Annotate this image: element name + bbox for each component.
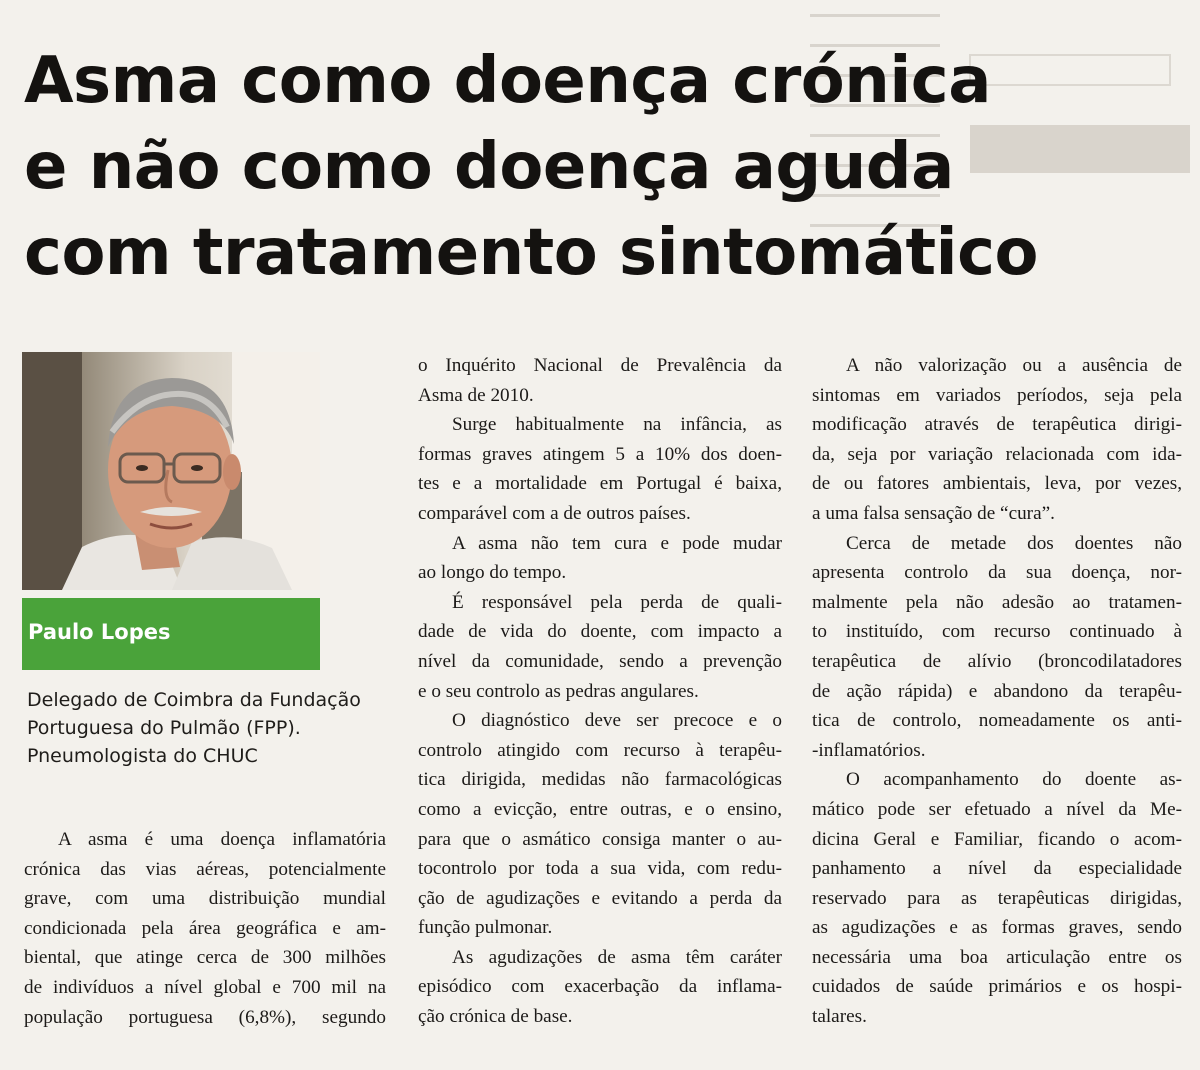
body-line: e o seu controlo as pedras angulares. bbox=[418, 680, 699, 702]
body-line: dade de vida do doente, com impacto a bbox=[418, 621, 782, 643]
body-line: O diagnóstico deve ser precoce e o bbox=[452, 710, 782, 732]
body-line: de ação rápida) e abandono da terapêu- bbox=[812, 680, 1182, 702]
body-line: tica de controlo, nomeadamente os anti- bbox=[812, 710, 1182, 732]
body-line: O acompanhamento do doente as- bbox=[846, 769, 1182, 791]
article-column-2 bbox=[418, 351, 782, 1032]
article-column-3 bbox=[812, 351, 1182, 1032]
body-line: condicionada pela área geográfica e am- bbox=[24, 917, 386, 939]
author-role bbox=[27, 686, 397, 770]
article-headline bbox=[24, 38, 1044, 296]
portrait-illustration bbox=[22, 352, 320, 590]
body-line: malmente pela não adesão ao tratamen- bbox=[812, 591, 1182, 613]
author-name: Paulo Lopes bbox=[28, 620, 171, 644]
body-line: reservado para as terapêuticas dirigidas, bbox=[812, 887, 1182, 909]
author-role-line: Delegado de Coimbra da Fundação bbox=[27, 689, 361, 711]
headline-line: Asma como doença crónica bbox=[24, 44, 991, 118]
body-line: tocontrolo por toda a sua vida, com redu- bbox=[418, 858, 782, 880]
body-line: comparável com a de outros países. bbox=[418, 502, 691, 524]
body-line: A não valorização ou a ausência de bbox=[846, 355, 1182, 376]
body-line: apresenta controlo da sua doença, nor- bbox=[812, 562, 1182, 584]
body-line: episódico com exacerbação da inflama- bbox=[418, 976, 782, 998]
body-line: A asma é uma doença inflamatória bbox=[58, 829, 386, 850]
body-line: modificação através de terapêutica dirigi- bbox=[812, 414, 1182, 436]
body-line: o Inquérito Nacional de Prevalência da bbox=[418, 355, 782, 376]
body-line: para que o asmático consiga manter o au- bbox=[418, 828, 782, 850]
headline-line: com tratamento sintomático bbox=[24, 216, 1038, 290]
body-line: ção de agudizações e evitando a perda da bbox=[418, 887, 782, 909]
author-photo bbox=[22, 352, 320, 590]
body-line: Cerca de metade dos doentes não bbox=[846, 532, 1182, 554]
body-line: tes e a mortalidade em Portugal é baixa, bbox=[418, 473, 782, 495]
body-line: controlo atingido com recurso à terapêu- bbox=[418, 739, 782, 761]
article-column-1 bbox=[24, 825, 386, 1032]
body-line: Surge habitualmente na infância, as bbox=[452, 414, 782, 436]
body-line: dicina Geral e Familiar, ficando o acom- bbox=[812, 828, 1182, 850]
headline-line: e não como doença aguda bbox=[24, 130, 954, 204]
author-role-line: Pneumologista do CHUC bbox=[27, 745, 258, 767]
body-line: as agudizações e as formas graves, sendo bbox=[812, 917, 1182, 939]
author-name-bar bbox=[22, 598, 320, 670]
body-line: terapêutica de alívio (broncodilatadores bbox=[812, 650, 1182, 672]
body-line: panhamento a nível da especialidade bbox=[812, 858, 1182, 880]
body-line: a uma falsa sensação de “cura”. bbox=[812, 502, 1055, 524]
body-line: ao longo do tempo. bbox=[418, 562, 567, 584]
body-line: nível da comunidade, sendo a prevenção bbox=[418, 650, 782, 672]
body-line: de ou fatores ambientais, leva, por vezes, bbox=[812, 473, 1182, 495]
body-line: biental, que atinge cerca de 300 milhões bbox=[24, 947, 386, 969]
body-line: As agudizações de asma têm caráter bbox=[452, 946, 782, 968]
body-line: cuidados de saúde primários e os hospi- bbox=[812, 976, 1182, 998]
body-line: da, seja por variação relacionada com ida- bbox=[812, 443, 1182, 465]
body-line: to instituído, com recurso continuado à bbox=[812, 621, 1182, 643]
body-line: de indivíduos a nível global e 700 mil na bbox=[24, 976, 386, 998]
body-line: formas graves atingem 5 a 10% dos doen- bbox=[418, 443, 782, 465]
body-line: necessária uma boa articulação entre os bbox=[812, 946, 1182, 968]
body-line: população portuguesa (6,8%), segundo bbox=[24, 1006, 386, 1028]
body-line: ção crónica de base. bbox=[418, 1006, 573, 1028]
body-line: grave, com uma distribuição mundial bbox=[24, 888, 386, 910]
body-line: -inflamatórios. bbox=[812, 739, 926, 761]
body-line: talares. bbox=[812, 1006, 867, 1028]
body-line: É responsável pela perda de quali- bbox=[452, 591, 782, 613]
body-line: crónica das vias aéreas, potencialmente bbox=[24, 858, 386, 880]
body-line: sintomas em variados períodos, seja pela bbox=[812, 384, 1182, 406]
body-line: como a evicção, entre outras, e o ensino, bbox=[418, 798, 782, 820]
body-line: função pulmonar. bbox=[418, 917, 553, 939]
body-line: A asma não tem cura e pode mudar bbox=[452, 532, 782, 554]
body-line: mático pode ser efetuado a nível da Me- bbox=[812, 798, 1182, 820]
body-line: Asma de 2010. bbox=[418, 384, 534, 406]
body-line: tica dirigida, medidas não farmacológicas bbox=[418, 769, 782, 791]
author-role-line: Portuguesa do Pulmão (FPP). bbox=[27, 717, 301, 739]
